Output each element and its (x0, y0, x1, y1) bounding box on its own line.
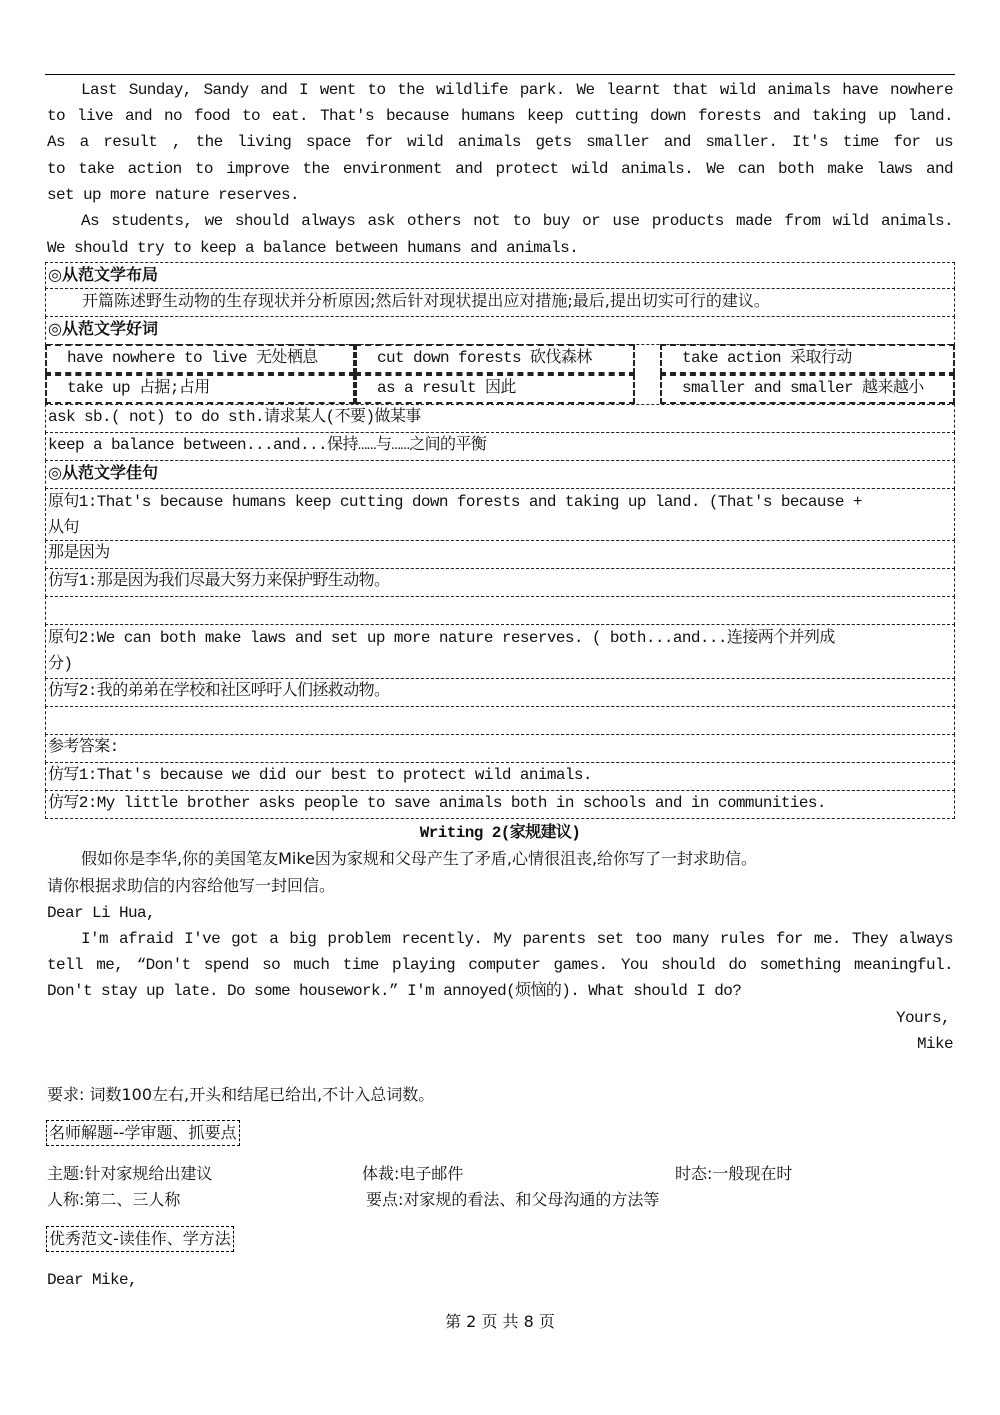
essay-line: We should try to keep a balance between humans and animals. (47, 239, 579, 257)
orig2-line: 分) (48, 655, 73, 673)
genre: 体裁:电子邮件 (362, 1164, 464, 1183)
layout-text: 开篇陈述野生动物的生存现状并分析原因;然后针对现状提出应对措施;最后,提出切实可行的建议。 (45, 288, 955, 317)
phrase-box: take up 占据;占用 (45, 374, 355, 404)
essay-line: As students, we should always ask others not to buy or use products made from wild animals. (81, 212, 953, 230)
model-salutation: Dear Mike, (47, 1271, 138, 1289)
requirement: 要求: 词数100左右,开头和结尾已给出,不计入总词数。 (47, 1085, 435, 1104)
essay-line: to live and no food to eat. That's because humans keep cutting down forests and taking up land. (47, 107, 953, 125)
orig1-line: 从句 (48, 519, 79, 537)
theme: 主题:针对家规给出建议 (47, 1164, 213, 1183)
orig1-line: 原句1:That's because humans keep cutting down forests and taking up land. (That's because + (48, 493, 862, 511)
phrase-ask: ask sb.( not) to do sth.请求某人(不要)做某事 (45, 404, 955, 433)
writing2-title: Writing 2(家规建议) (419, 824, 581, 842)
essay-line: Last Sunday, Sandy and I went to the wildlife park. We learnt that wild animals have nowhere (81, 81, 953, 99)
answer-label: 参考答案: (45, 734, 955, 763)
essay-line: to take action to improve the environment and protect wild animals. We can both make laws and (47, 160, 953, 178)
prompt-line: 请你根据求助信的内容给他写一封回信。 (47, 876, 336, 895)
imitation-2: 仿写2:我的弟弟在学校和社区呼吁人们拯救动物。 (45, 678, 955, 707)
layout-heading: ◎从范文学布局 (45, 262, 955, 289)
letter-closing: Yours, (895, 1009, 950, 1027)
top-rule (45, 74, 955, 75)
letter-line: Don't stay up late. Do some housework.” I'm annoyed(烦恼的). What should I do? (47, 982, 742, 1000)
letter-line: tell me, “Don't spend so much time playing computer games. You should do something meaningful. (47, 956, 953, 974)
phrase-keep: keep a balance between...and...保持……与……之间的平衡 (45, 432, 955, 461)
essay-line: set up more nature reserves. (47, 186, 300, 204)
answer-1: 仿写1:That's because we did our best to protect wild animals. (45, 762, 955, 791)
model-heading: 优秀范文-读佳作、学方法 (46, 1226, 234, 1252)
sentences-heading: ◎从范文学佳句 (45, 460, 955, 489)
letter-line: I'm afraid I've got a big problem recently. My parents set too many rules for me. They always (81, 930, 953, 948)
analysis-heading: 名师解题--学审题、抓要点 (46, 1120, 240, 1146)
answer-2: 仿写2:My little brother asks people to save animals both in schools and in communities. (45, 790, 955, 819)
original-sentence-2 (45, 624, 955, 679)
essay-line: As a result , the living space for wild animals gets smaller and smaller. It's time for us (47, 133, 953, 151)
phrase-box: smaller and smaller 越来越小 (660, 374, 955, 404)
phrase-box: as a result 因此 (355, 374, 635, 404)
phrase-box: cut down forests 砍伐森林 (355, 344, 635, 374)
key-points: 要点:对家规的看法、和父母沟通的方法等 (366, 1190, 660, 1209)
phrase-box: take action 采取行动 (660, 344, 955, 374)
prompt-line: 假如你是李华,你的美国笔友Mike因为家规和父母产生了矛盾,心情很沮丧,给你写了一封求助信。 (81, 849, 758, 868)
original-sentence-1 (45, 488, 955, 541)
person: 人称:第二、三人称 (47, 1190, 181, 1209)
orig2-line: 原句2:We can both make laws and set up more nature reserves. ( both...and...连接两个并列成 (48, 629, 835, 647)
tense: 时态:一般现在时 (675, 1164, 793, 1183)
words-heading: ◎从范文学好词 (45, 316, 955, 345)
blank-answer-line[interactable] (45, 706, 955, 735)
meaning-1: 那是因为 (45, 540, 955, 569)
letter-salutation: Dear Li Hua, (47, 904, 156, 922)
letter-sign: Mike (916, 1035, 953, 1053)
blank-answer-line[interactable] (45, 596, 955, 625)
phrase-box: have nowhere to live 无处栖息 (45, 344, 355, 374)
page-footer: 第 2 页 共 8 页 (445, 1312, 555, 1331)
imitation-1: 仿写1:那是因为我们尽最大努力来保护野生动物。 (45, 568, 955, 597)
